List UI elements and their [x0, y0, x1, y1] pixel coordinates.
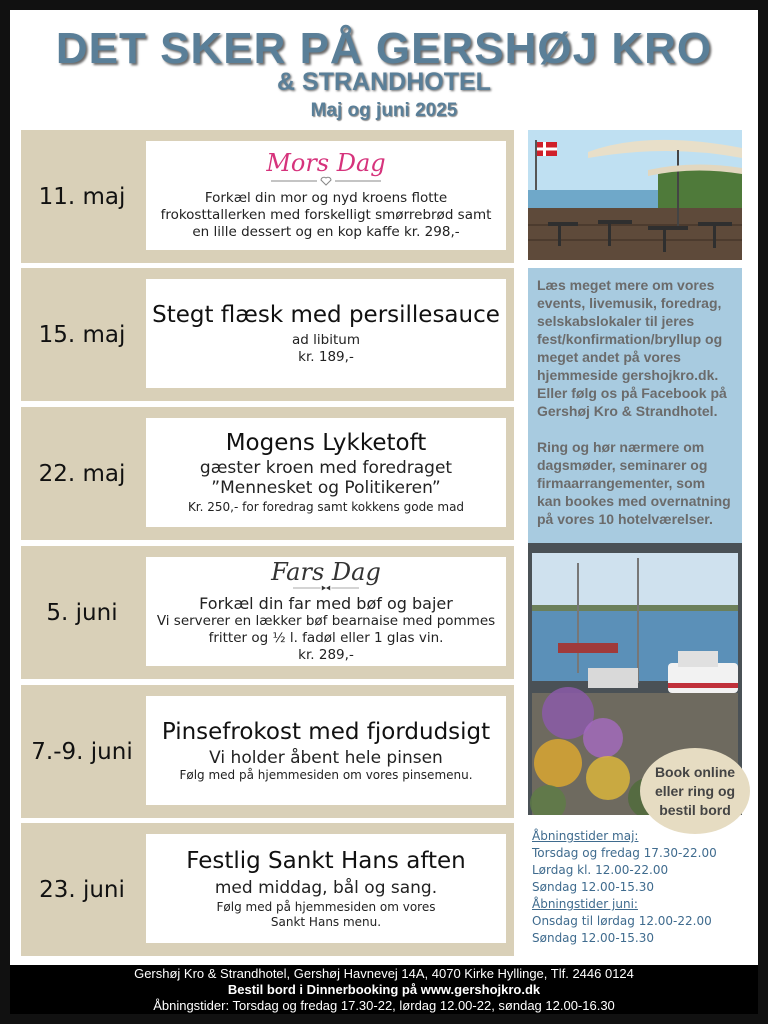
- event-mogens-lykketoft: [21, 407, 514, 540]
- event-note: Følg med på hjemmesiden om vores pinsemenu.: [179, 767, 473, 782]
- event-sankt-hans: [21, 823, 514, 956]
- event-note: Følg med på hjemmesiden om vores: [216, 899, 436, 914]
- event-title: Festlig Sankt Hans aften: [186, 847, 466, 874]
- opening-hours: [532, 828, 746, 947]
- event-detail: Vi holder åbent hele pinsen: [209, 747, 443, 768]
- event-detail: Forkæl din far med bøf og bajer: [199, 594, 453, 613]
- terrace-illustration: [528, 130, 742, 260]
- info-text-website: Læs meget mere om vores events, livemusik, foredrag, selskabslokaler til jeres fest/konfirmation/bryllup og meget andet på vores hjemmeside gershojkro.dk. Eller følg os på Facebook på Gershøj Kro & Strandhotel.: [537, 277, 727, 419]
- hours-line: Torsdag og fredag 17.30-22.00: [532, 846, 717, 860]
- event-date: 22. maj: [38, 460, 126, 487]
- event-card: [146, 834, 506, 943]
- hours-line: Søndag 12.00-15.30: [532, 931, 655, 945]
- hours-june-heading: Åbningstider juni:: [532, 897, 638, 911]
- info-text-meetings: Ring og hør nærmere om dagsmøder, seminarer og firmaarrangementer, som kan bookes med overnatning på vores 10 hotelværelser.: [537, 439, 731, 527]
- event-card: [146, 557, 506, 666]
- event-date: 5. juni: [46, 599, 118, 626]
- event-card: [146, 418, 506, 527]
- event-talk-title: ”Mennesket og Politikeren”: [211, 478, 441, 498]
- bowtie-flourish-icon: [271, 585, 381, 591]
- footer-hours: Åbningstider: Torsdag og fredag 17.30-22, lørdag 12.00-22, søndag 12.00-16.30: [153, 998, 615, 1013]
- event-stegt-flaesk: [21, 268, 514, 401]
- poster-title: DET SKER PÅ GERSHØJ KRO: [55, 24, 713, 73]
- poster: [10, 10, 758, 1014]
- event-price: Kr. 250,- for foredrag samt kokkens gode mad: [187, 500, 465, 514]
- event-title: Mogens Lykketoft: [225, 430, 427, 456]
- event-date: 7.-9. juni: [31, 738, 133, 765]
- event-pinsefrokost: [21, 685, 514, 818]
- footer: [10, 965, 758, 1014]
- event-date: 23. juni: [39, 876, 125, 903]
- event-title: Pinsefrokost med fjordudsigt: [161, 718, 491, 745]
- event-fars-dag: [21, 546, 514, 679]
- event-detail: med middag, bål og sang.: [214, 877, 438, 898]
- event-detail: ad libitum: [292, 331, 360, 348]
- event-description: Vi serverer en lækker bøf bearnaise med pommes fritter og ½ l. fadøl eller 1 glas vin.: [156, 613, 496, 646]
- event-date: 11. maj: [38, 183, 126, 210]
- book-online-badge: [640, 748, 750, 834]
- hours-line: Onsdag til lørdag 12.00-22.00: [532, 914, 712, 928]
- event-price: kr. 189,-: [298, 348, 354, 365]
- event-description: Forkæl din mor og nyd kroens flotte frokosttallerken med forskelligt smørrebrød samt en lille dessert og en kop kaffe kr. 298,-: [160, 190, 492, 240]
- event-price: kr. 289,-: [298, 647, 354, 663]
- event-script-title: Mors Dag: [266, 149, 386, 177]
- event-card: [146, 141, 506, 250]
- heart-flourish-icon: [271, 176, 381, 186]
- event-card: [146, 696, 506, 805]
- hours-line: Lørdag kl. 12.00-22.00: [532, 863, 669, 877]
- footer-address: Gershøj Kro & Strandhotel, Gershøj Havnevej 14A, 4070 Kirke Hyllinge, Tlf. 2446 0124: [134, 966, 634, 981]
- event-card: [146, 279, 506, 388]
- hours-may-heading: Åbningstider maj:: [532, 829, 639, 843]
- footer-booking: Bestil bord i Dinnerbooking på www.gershojkro.dk: [227, 982, 541, 997]
- poster-period: Maj og juni 2025: [310, 100, 458, 121]
- poster-subtitle: & STRANDHOTEL: [277, 68, 491, 96]
- event-mors-dag: [21, 130, 514, 263]
- event-script-title: Fars Dag: [271, 558, 381, 586]
- terrace-photo: [528, 130, 742, 260]
- event-date: 15. maj: [38, 321, 126, 348]
- event-note: Sankt Hans menu.: [270, 914, 382, 929]
- book-online-text: Book online eller ring og bestil bord: [654, 763, 736, 818]
- hours-line: Søndag 12.00-15.30: [532, 880, 655, 894]
- event-detail: gæster kroen med foredraget: [199, 458, 453, 478]
- event-title: Stegt flæsk med persillesauce: [152, 301, 500, 328]
- info-box: [528, 268, 742, 543]
